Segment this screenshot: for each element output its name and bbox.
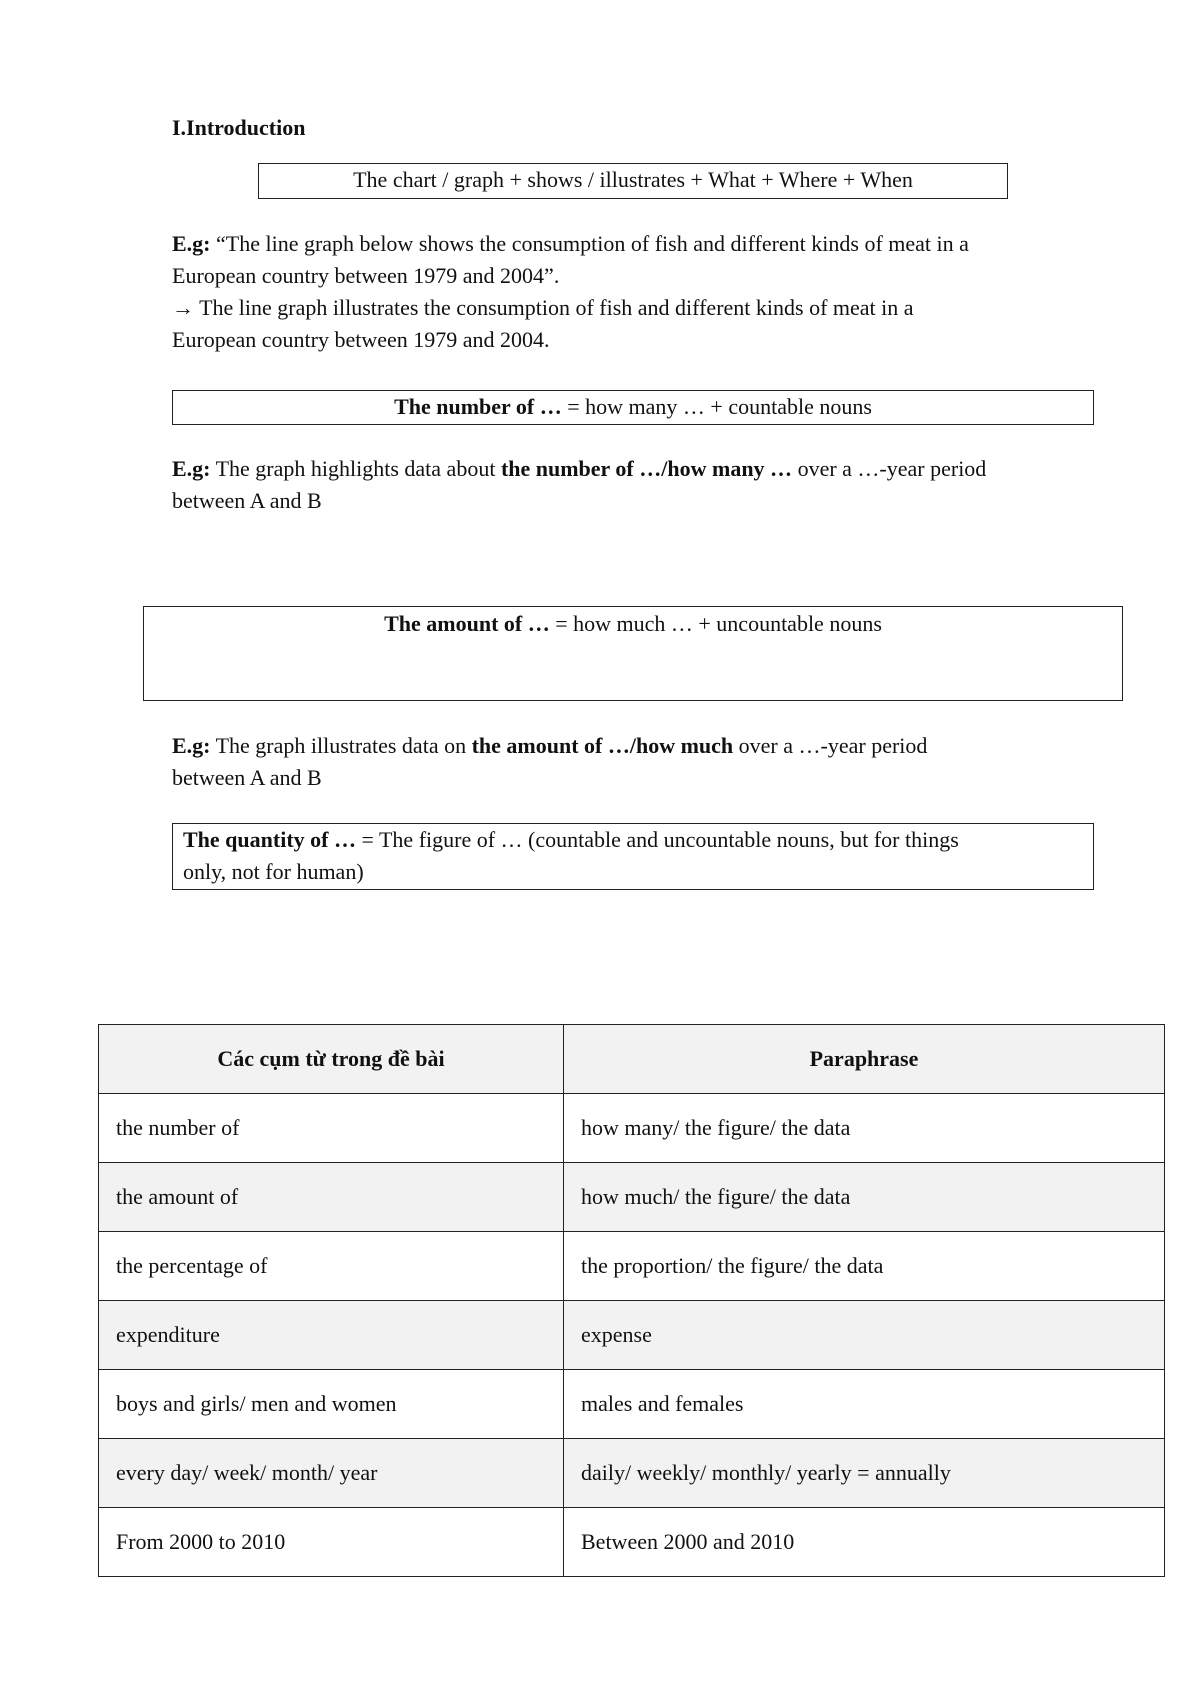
table-cell: the amount of — [99, 1163, 564, 1232]
answer-line-2: European country between 1979 and 2004. — [172, 327, 550, 352]
number-example-bold: the number of …/how many … — [500, 456, 793, 481]
answer-line-1: → The line graph illustrates the consumption of fish and different kinds of meat in a — [172, 295, 914, 320]
number-of-definition: = how many … + countable nouns — [561, 394, 872, 419]
amount-example-line-2: between A and B — [172, 765, 322, 790]
table-cell: expense — [564, 1301, 1165, 1370]
number-example-label: E.g: — [172, 456, 211, 481]
table-cell: the number of — [99, 1094, 564, 1163]
table-header-cell: Paraphrase — [564, 1025, 1165, 1094]
table-row — [99, 1508, 1165, 1577]
amount-example-before: The graph illustrates data on — [210, 733, 472, 758]
amount-of-definition: = how much … + uncountable nouns — [549, 611, 882, 636]
number-example-before: The graph highlights data about — [210, 456, 501, 481]
table-header-cell: Các cụm từ trong đề bài — [99, 1025, 564, 1094]
formula-box — [258, 163, 1008, 199]
example-line-2: European country between 1979 and 2004”. — [172, 263, 560, 288]
table-row — [99, 1301, 1165, 1370]
table-cell: boys and girls/ men and women — [99, 1370, 564, 1439]
quantity-of-definition: = The figure of … (countable and uncountable nouns, but for things — [355, 827, 959, 852]
section-heading: I.Introduction — [172, 115, 306, 140]
table-cell: every day/ week/ month/ year — [99, 1439, 564, 1508]
table-cell: Between 2000 and 2010 — [564, 1508, 1165, 1577]
quantity-of-term: The quantity of … — [183, 827, 356, 852]
table-row — [99, 1439, 1165, 1508]
amount-of-box — [143, 606, 1123, 701]
table-row — [99, 1370, 1165, 1439]
quantity-of-line-2: only, not for human) — [183, 859, 364, 884]
amount-of-example — [172, 730, 1172, 794]
example-label: E.g: — [172, 231, 211, 256]
amount-example-bold: the amount of …/how much — [471, 733, 734, 758]
number-example-after: over a …-year period — [792, 456, 987, 481]
example-line-1: “The line graph below shows the consumption of fish and different kinds of meat in a — [216, 231, 969, 256]
quantity-of-box — [172, 823, 1094, 890]
amount-of-term: The amount of … — [384, 611, 550, 636]
number-example-line-2: between A and B — [172, 488, 322, 513]
number-of-term: The number of … — [394, 394, 562, 419]
table-cell: males and females — [564, 1370, 1165, 1439]
table-row — [99, 1094, 1165, 1163]
number-of-box — [172, 390, 1094, 425]
table-cell: how much/ the figure/ the data — [564, 1163, 1165, 1232]
table-row — [99, 1232, 1165, 1301]
table-header-row — [99, 1025, 1165, 1094]
table-cell: how many/ the figure/ the data — [564, 1094, 1165, 1163]
table-cell: From 2000 to 2010 — [99, 1508, 564, 1577]
formula-text: The chart / graph + shows / illustrates + What + Where + When — [353, 167, 913, 192]
intro-example — [172, 228, 1172, 356]
table-cell: daily/ weekly/ monthly/ yearly = annually — [564, 1439, 1165, 1508]
table-cell: the proportion/ the figure/ the data — [564, 1232, 1165, 1301]
paraphrase-table — [98, 1024, 1165, 1577]
amount-example-label: E.g: — [172, 733, 211, 758]
amount-example-after: over a …-year period — [733, 733, 928, 758]
table-row — [99, 1163, 1165, 1232]
number-of-example — [172, 453, 1172, 517]
table-cell: expenditure — [99, 1301, 564, 1370]
table-cell: the percentage of — [99, 1232, 564, 1301]
